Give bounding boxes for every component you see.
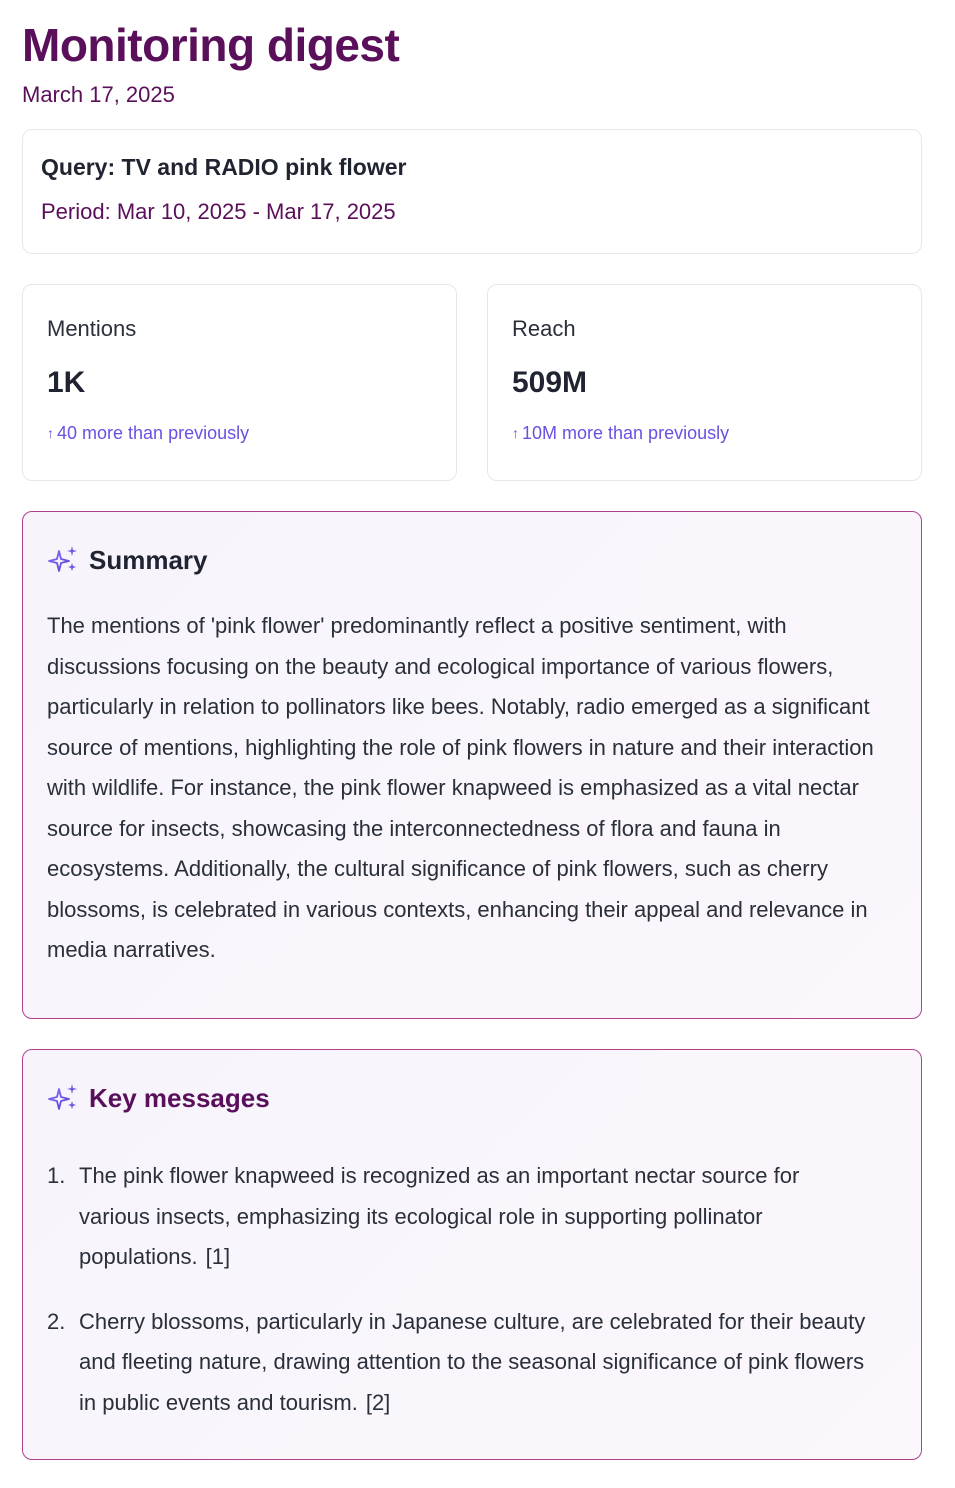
query-period: Period: Mar 10, 2025 - Mar 17, 2025 xyxy=(41,199,396,224)
key-messages-list xyxy=(47,1156,897,1423)
key-messages-card xyxy=(22,1049,922,1460)
stat-delta xyxy=(47,421,432,445)
list-item xyxy=(47,1156,897,1278)
mentions-stat-card xyxy=(22,284,457,481)
list-item-body: The pink flower knapweed is recognized as an important nectar source for various insects, emphasizing its ecological role in supporting pollinator populations. xyxy=(79,1163,800,1269)
stat-delta xyxy=(512,421,897,445)
arrow-up-icon: ↑ xyxy=(47,425,54,441)
sparkle-icon xyxy=(47,543,81,577)
key-messages-title: Key messages xyxy=(89,1083,270,1113)
reference-link[interactable]: [1] xyxy=(205,1244,231,1269)
list-item-body: Cherry blossoms, particularly in Japanese culture, are celebrated for their beauty and fleeting nature, drawing attention to the seasonal significance of pink flowers in public events and tourism. xyxy=(79,1308,866,1415)
summary-header xyxy=(47,540,897,580)
reference-link[interactable]: [2] xyxy=(365,1389,391,1415)
stat-label: Mentions xyxy=(47,316,137,341)
stat-value: 1K xyxy=(47,366,86,399)
summary-card xyxy=(22,511,922,1019)
reach-stat-card xyxy=(487,284,922,481)
summary-title: Summary xyxy=(89,545,208,575)
list-item-number: 1. xyxy=(47,1163,66,1188)
list-item-text xyxy=(79,1302,897,1424)
monitoring-digest-page xyxy=(22,0,922,1415)
stat-label: Reach xyxy=(512,316,576,341)
page-date: March 17, 2025 xyxy=(22,82,175,107)
list-item-text xyxy=(79,1156,897,1278)
query-card xyxy=(22,129,922,254)
arrow-up-icon: ↑ xyxy=(512,425,519,441)
key-messages-header xyxy=(47,1078,897,1118)
summary-text: The mentions of 'pink flower' predominantly reflect a positive sentiment, with discussions focusing on the beauty and ecological importance of various flowers, particularly in relation to pollinators like bees. Notably, radio emerged as a significant source of mentions, highlighting the role of pink flowers in nature and their interaction with wildlife. For instance, the pink flower knapweed is emphasized as a vital nectar source for insects, showcasing the interconnectedness of flora and fauna in ecosystems. Additionally, the cultural significance of pink flowers, such as cherry blossoms, is celebrated in various contexts, enhancing their appeal and relevance in media narratives. xyxy=(47,613,874,962)
list-item xyxy=(47,1302,897,1424)
page-title: Monitoring digest xyxy=(22,19,400,71)
query-title: Query: TV and RADIO pink flower xyxy=(41,154,407,180)
sparkle-icon xyxy=(47,1081,81,1115)
stat-value: 509M xyxy=(512,366,588,399)
stat-delta-text: 10M more than previously xyxy=(522,423,730,443)
stat-delta-text: 40 more than previously xyxy=(57,423,250,443)
list-item-number: 2. xyxy=(47,1308,66,1334)
